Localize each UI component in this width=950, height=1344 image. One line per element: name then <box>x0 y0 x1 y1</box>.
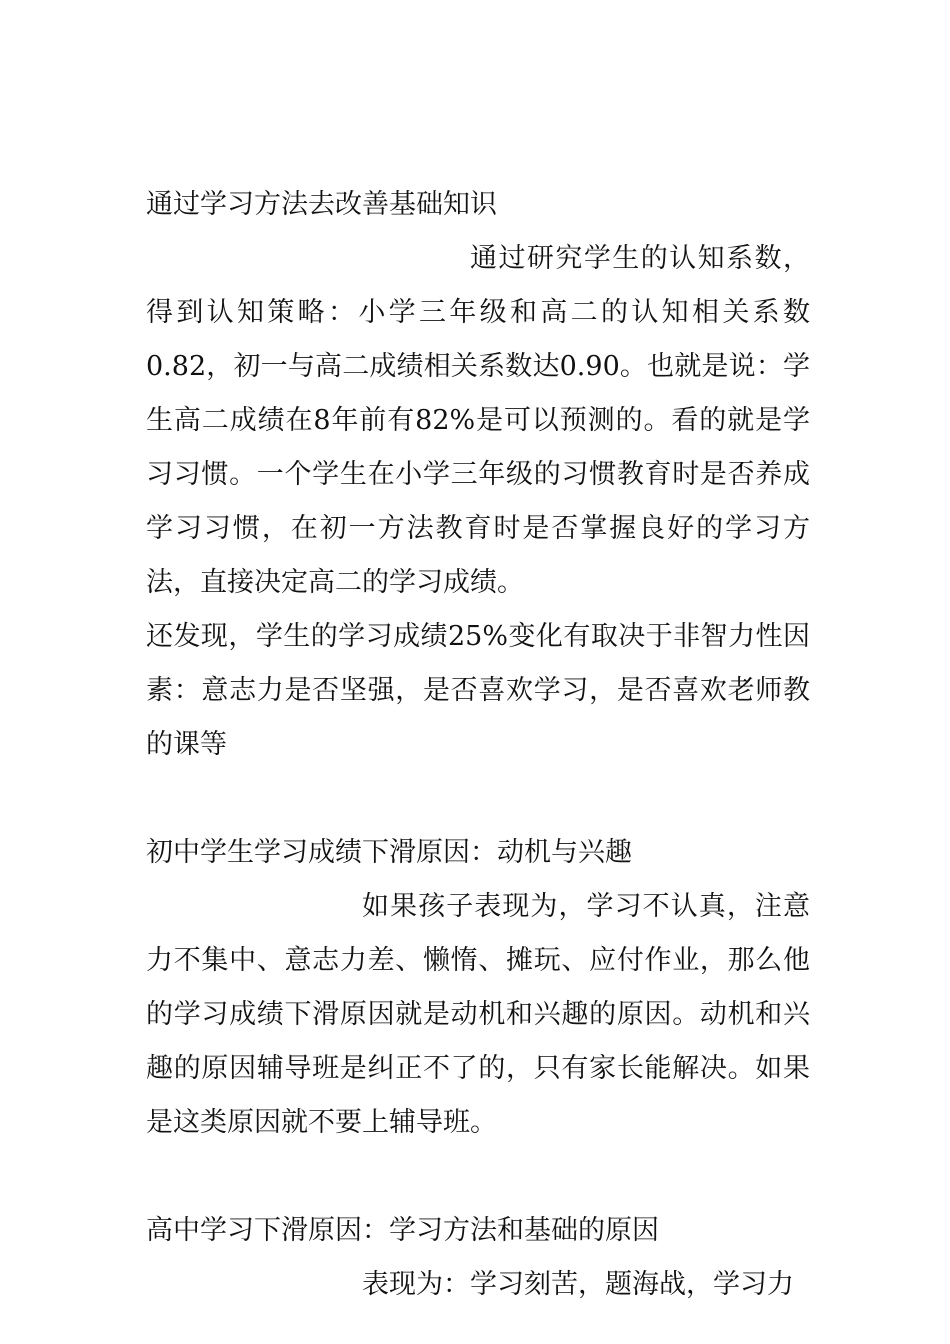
section-spacer <box>146 1150 810 1204</box>
section-heading-senior-high: 高中学习下滑原因：学习方法和基础的原因 <box>146 1215 659 1246</box>
document-page <box>146 178 810 1312</box>
section-spacer <box>146 772 810 826</box>
section-heading-methods: 通过学习方法去改善基础知识 <box>146 189 497 220</box>
paragraph-motivation-interest: 如果孩子表现为，学习不认真，注意力不集中、意志力差、懒惰、摊玩、应付作业，那么他的学习成绩下滑原因就是动机和兴趣的原因。动机和兴趣的原因辅导班是纠正不了的，只有家长能解决。如果是这类原因就不要上辅导班。 <box>146 891 810 1138</box>
section-heading-junior-high: 初中学生学习成绩下滑原因：动机与兴趣 <box>146 837 632 868</box>
paragraph-cognitive-study: 通过研究学生的认知系数，得到认知策略：小学三年级和高二的认知相关系数0.82，初一与高二成绩相关系数达0.90。也就是说：学生高二成绩在8年前有82%是可以预测的。看的就是学习习惯。一个学生在小学三年级的习惯教育时是否养成学习习惯，在初一方法教育时是否掌握良好的学习方法，直接决定高二的学习成绩。 <box>146 243 810 598</box>
paragraph-non-intellectual-factors: 还发现，学生的学习成绩25%变化有取决于非智力性因素：意志力是否坚强，是否喜欢学习，是否喜欢老师教的课等 <box>146 621 810 760</box>
paragraph-senior-high-symptoms: 表现为：学习刻苦，题海战，学习力 <box>362 1269 794 1300</box>
